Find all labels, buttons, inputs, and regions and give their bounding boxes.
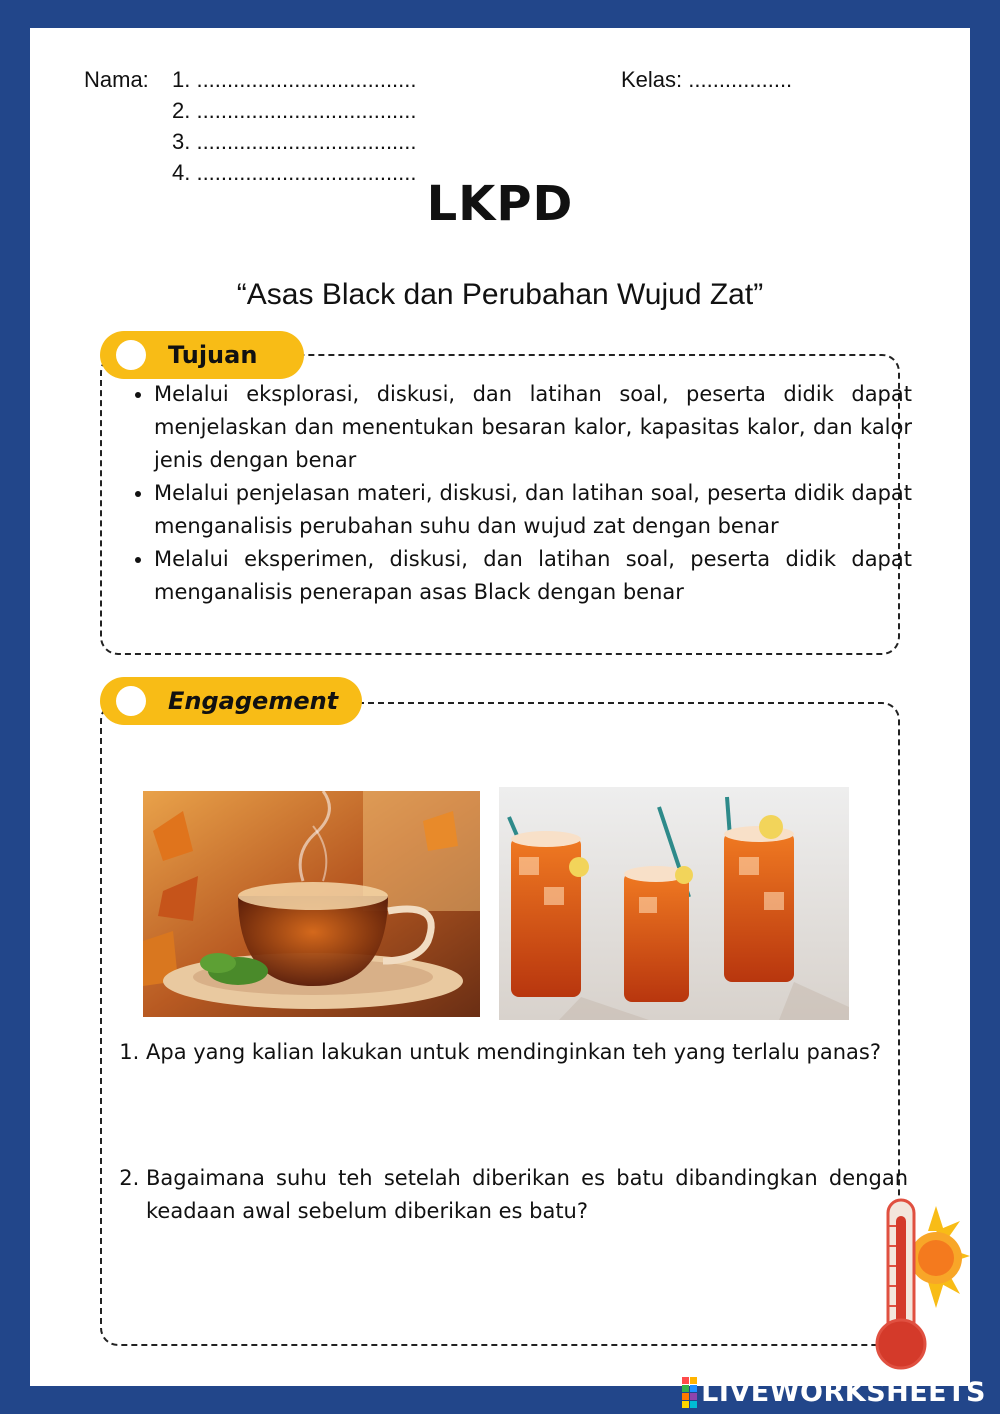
engagement-label: Engagement	[168, 687, 339, 715]
question-item: 2. Bagaimana suhu teh setelah diberikan es batu dibandingkan dengan keadaan awal sebelum diberikan es batu?	[146, 1162, 908, 1228]
hot-tea-photo	[143, 791, 480, 1017]
nama-label: Nama:	[84, 67, 149, 92]
page-title: LKPD	[426, 176, 574, 232]
engagement-question-2	[118, 1162, 908, 1228]
tujuan-label: Tujuan	[168, 341, 258, 369]
tujuan-item: • Melalui penjelasan materi, diskusi, dan latihan soal, peserta didik dapat menganalisis perubahan suhu dan wujud zat dengan benar	[154, 477, 912, 543]
page-subtitle: “Asas Black dan Perubahan Wujud Zat”	[236, 278, 764, 311]
liveworksheets-watermark	[682, 1377, 986, 1408]
tujuan-item: • Melalui eksplorasi, diskusi, dan latihan soal, peserta didik dapat menjelaskan dan menentukan besaran kalor, kapasitas kalor, dan kalor jenis dengan benar	[154, 378, 912, 477]
circle-icon	[116, 686, 146, 716]
name-line-2[interactable]: 2. ....................................	[172, 98, 417, 123]
name-line-1[interactable]: 1. ....................................	[172, 67, 417, 92]
tujuan-pill	[100, 331, 304, 379]
tujuan-list	[122, 378, 912, 609]
engagement-pill	[100, 677, 362, 725]
engagement-question-1	[118, 1036, 908, 1069]
watermark-text: LIVEWORKSHEETS	[701, 1377, 986, 1408]
thermometer-sun-icon	[866, 1196, 976, 1372]
tujuan-item: • Melalui eksperimen, diskusi, dan latihan soal, peserta didik dapat menganalisis penerapan asas Black dengan benar	[154, 543, 912, 609]
liveworksheets-logo-icon	[682, 1377, 697, 1408]
kelas-field[interactable]: Kelas: .................	[621, 67, 793, 92]
name-line-3[interactable]: 3. ....................................	[172, 129, 417, 154]
circle-icon	[116, 340, 146, 370]
question-item: 1. Apa yang kalian lakukan untuk mendinginkan teh yang terlalu panas?	[146, 1036, 908, 1069]
iced-tea-photo	[499, 787, 849, 1020]
name-line-4[interactable]: 4. ....................................	[172, 160, 417, 185]
